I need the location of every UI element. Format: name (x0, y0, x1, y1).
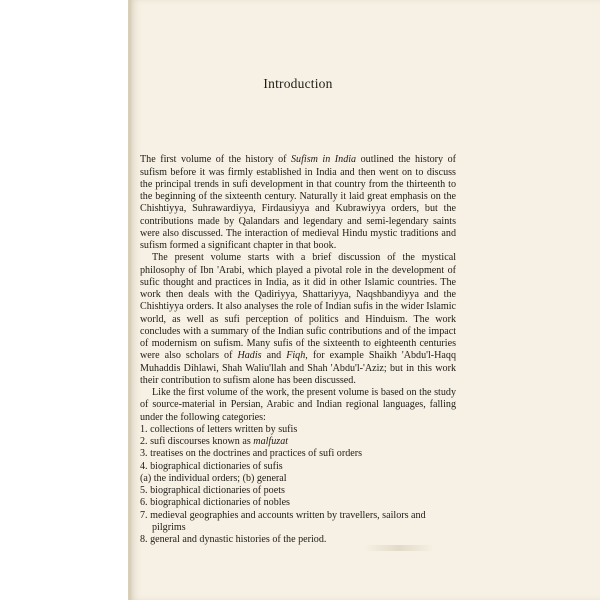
paragraph-3: Like the first volume of the work, the present volume is based on the study of source-material in Persian, Arabic and Indian regional languages, falling under the following categories: (140, 387, 456, 423)
list-subitem-text: (a) the individual orders; (b) general (140, 472, 287, 484)
list-item-number: 6. (140, 497, 148, 509)
list-item (140, 497, 456, 509)
list-item-text: biographical dictionaries of sufis (150, 460, 283, 472)
list-item-number: 2. (140, 436, 148, 447)
list-item-text: medieval geographies and accounts written by travellers, sailors and pilgrims (150, 509, 426, 533)
list-item (140, 461, 456, 473)
list-item (140, 448, 456, 460)
list-item (140, 485, 456, 497)
hadis-italic: Hadis (237, 350, 262, 362)
list-item-text: biographical dictionaries of nobles (150, 497, 290, 509)
list-item-text: collections of letters written by sufis (150, 423, 298, 435)
paragraph-2 (140, 252, 456, 387)
paper-smudge (364, 545, 434, 551)
chapter-title: Introduction (263, 76, 333, 91)
list-item-number: 8. (140, 534, 148, 545)
fiqh-italic: Fiqh (286, 350, 306, 362)
malfuzat-italic: malfuzat (253, 436, 289, 447)
list-item-text: biographical dictionaries of poets (150, 485, 285, 496)
paragraph-1 (140, 154, 456, 252)
list-item (140, 510, 456, 535)
paragraph-2-part-b: and (261, 350, 287, 362)
book-title-italic: Sufism in India (291, 154, 357, 166)
list-item-text: treatises on the doctrines and practices of sufi orders (150, 448, 363, 460)
list-item (140, 424, 456, 436)
list-item-text: sufi discourses known as (150, 436, 254, 447)
paragraph-2-part-a: The present volume starts with a brief discussion of the mystical philosophy of Ibn 'Arabi, which played a pivotal role in the development of sufic thought and practices in India, as it did in other Islamic countries. The work then deals with the Qadiriyya, Shattariyya, Naqshbandiyya and the Chishtiyya orders. It also analyses the role of Indian sufis in the wider Islamic world, as well as sufi perception of politics and Hinduism. The work concludes with a summary of the Indian sufic contributions and of the impact of modernism on sufism. Many sufis of the sixteenth to eighteenth centuries were also scholars of (140, 252, 456, 362)
paragraph-2-part-c: , for example Shaikh 'Abdu'l-Haqq Muhaddis Dihlawi, Shah Waliu'llah and Shah 'Abdu'l-'Aziz; but in this work their contribution to sufism alone has been discussed. (140, 350, 456, 386)
paragraph-1-rest: outlined the history of sufism before it was firmly established in India and then went on to discuss the principal trends in sufi development in that country from the thirteenth to the beginning of the sixteenth century. Naturally it laid great emphasis on the Chishtiyya, Suhrawardiyya, Firdausiyya and Kubrawiyya orders, but the contributions made by Qalandars and legendary and semi-legendary saints were also discussed. The interaction of medieval Hindu mystic traditions and sufism formed a significant chapter in that book. (140, 154, 457, 251)
list-item-number: 5. (140, 485, 148, 496)
page-content (140, 78, 456, 546)
list-subitem (140, 473, 456, 485)
list-item-text: general and dynastic histories of the period. (150, 534, 327, 545)
list-item-number: 4. (140, 460, 148, 472)
list-item-number: 1. (140, 423, 148, 435)
page-gutter-edge (128, 0, 131, 600)
source-categories-list (140, 424, 456, 547)
list-item (140, 436, 456, 448)
paragraph-1-lead: The first volume of the history of (140, 154, 291, 166)
list-item-number: 3. (140, 448, 148, 460)
list-item-number: 7. (140, 509, 148, 521)
